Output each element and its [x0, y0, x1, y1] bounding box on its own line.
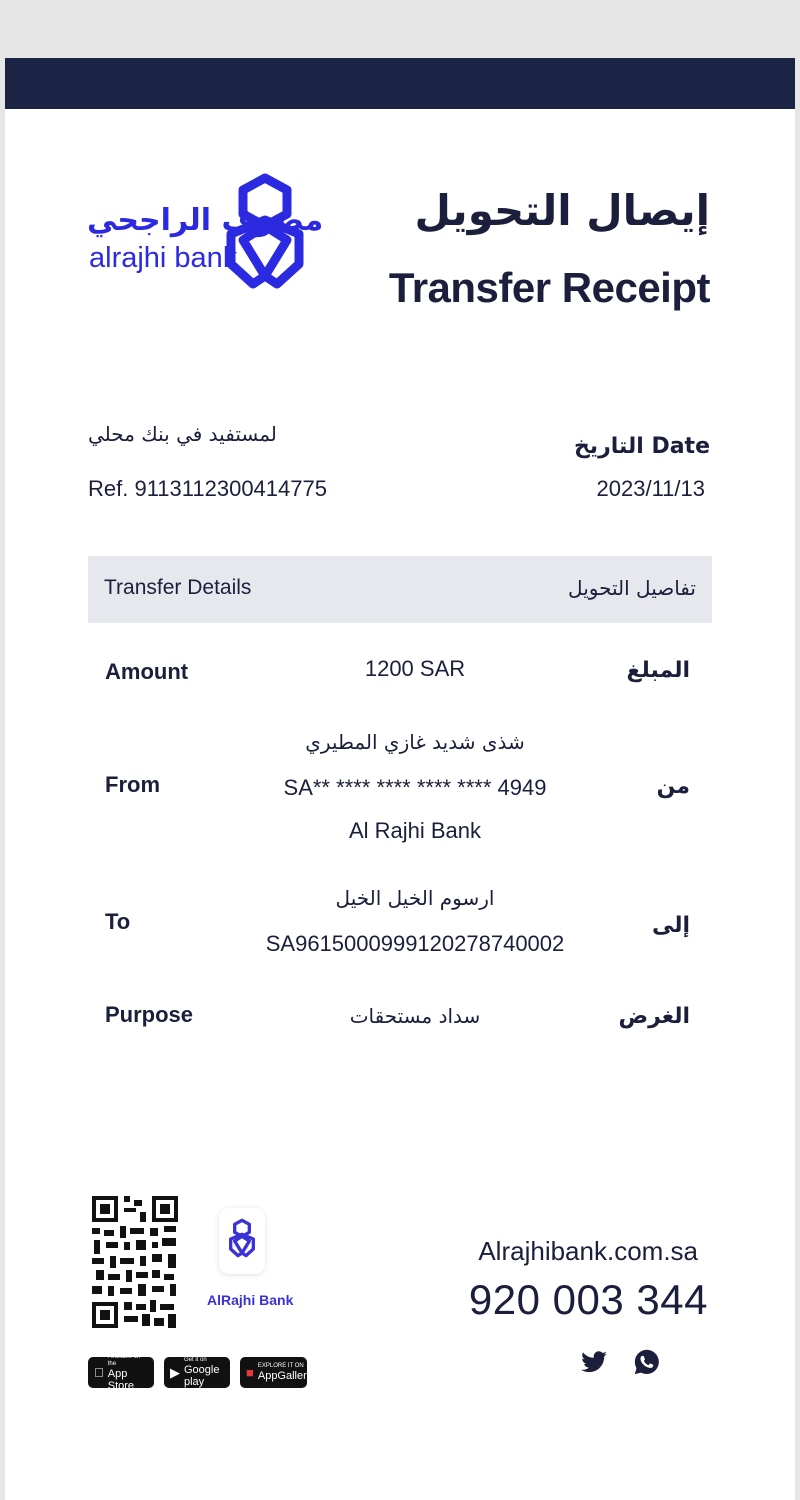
whatsapp-icon[interactable]	[633, 1348, 661, 1376]
purpose-label: Purpose	[105, 1002, 194, 1027]
apple-icon	[94, 1365, 104, 1380]
alrajhi-app-icon	[228, 1218, 256, 1260]
appgallery-label: AppGallery	[257, 1370, 313, 1382]
to-name: ارسوم الخيل الخيل	[335, 886, 495, 910]
twitter-icon[interactable]	[580, 1348, 608, 1376]
title-arabic: إيصال التحويل	[414, 186, 710, 235]
reference-number: Ref. 9113112300414775	[88, 476, 327, 501]
alrajhi-logo-icon	[223, 172, 307, 296]
amount-label-ar: المبلغ	[626, 658, 690, 683]
google-play-label: Google play	[184, 1364, 220, 1388]
to-label: To	[105, 909, 131, 934]
date-value: 2023/11/13	[596, 476, 705, 501]
qr-code	[90, 1194, 180, 1330]
app-store-label: App Store	[98, 1370, 147, 1382]
logo-name-en: alrajhi bank	[89, 242, 238, 274]
app-store-small: Available on the	[98, 1363, 141, 1369]
amount-label: Amount	[105, 659, 189, 684]
from-label: From	[105, 772, 160, 797]
appgallery-badge[interactable]	[240, 1357, 313, 1388]
details-header-en: Transfer Details	[104, 576, 252, 599]
website-link[interactable]: Alrajhibank.com.sa	[478, 1236, 698, 1266]
from-bank: Al Rajhi Bank	[348, 818, 482, 843]
top-bar	[5, 58, 795, 109]
from-name: شذى شديد غازي المطيري	[305, 730, 525, 754]
google-play-icon: ▶	[170, 1364, 180, 1380]
date-label: التاريخ Date	[573, 434, 710, 459]
google-play-badge[interactable]	[164, 1357, 230, 1388]
app-name: AlRajhi Bank	[207, 1292, 294, 1308]
google-play-small: Get it on	[184, 1357, 207, 1363]
beneficiary-type: لمستفيد في بنك محلي	[88, 422, 277, 446]
from-account: SA** **** **** **** **** 4949	[283, 775, 547, 800]
from-label-ar: من	[656, 774, 690, 799]
phone-number[interactable]: 920 003 344	[468, 1276, 708, 1323]
app-icon-card[interactable]	[219, 1208, 265, 1274]
to-iban: SA9615000999120278740002	[265, 931, 565, 956]
huawei-appgallery-icon: ■	[246, 1365, 254, 1380]
transfer-details-header	[88, 556, 712, 623]
purpose-label-ar: الغرض	[618, 1004, 690, 1029]
title-english: Transfer Receipt	[388, 264, 710, 311]
receipt-page	[5, 58, 795, 1500]
purpose-value: سداد مستحقات	[349, 1004, 481, 1028]
amount-value: 1200 SAR	[364, 656, 466, 681]
app-store-badge[interactable]	[88, 1357, 154, 1388]
logo-name-ar: مصرف الراجحي	[87, 203, 324, 238]
appgallery-small: EXPLORE IT ON	[257, 1363, 304, 1369]
details-header-ar: تفاصيل التحويل	[568, 576, 696, 600]
to-label-ar: إلى	[651, 913, 690, 938]
